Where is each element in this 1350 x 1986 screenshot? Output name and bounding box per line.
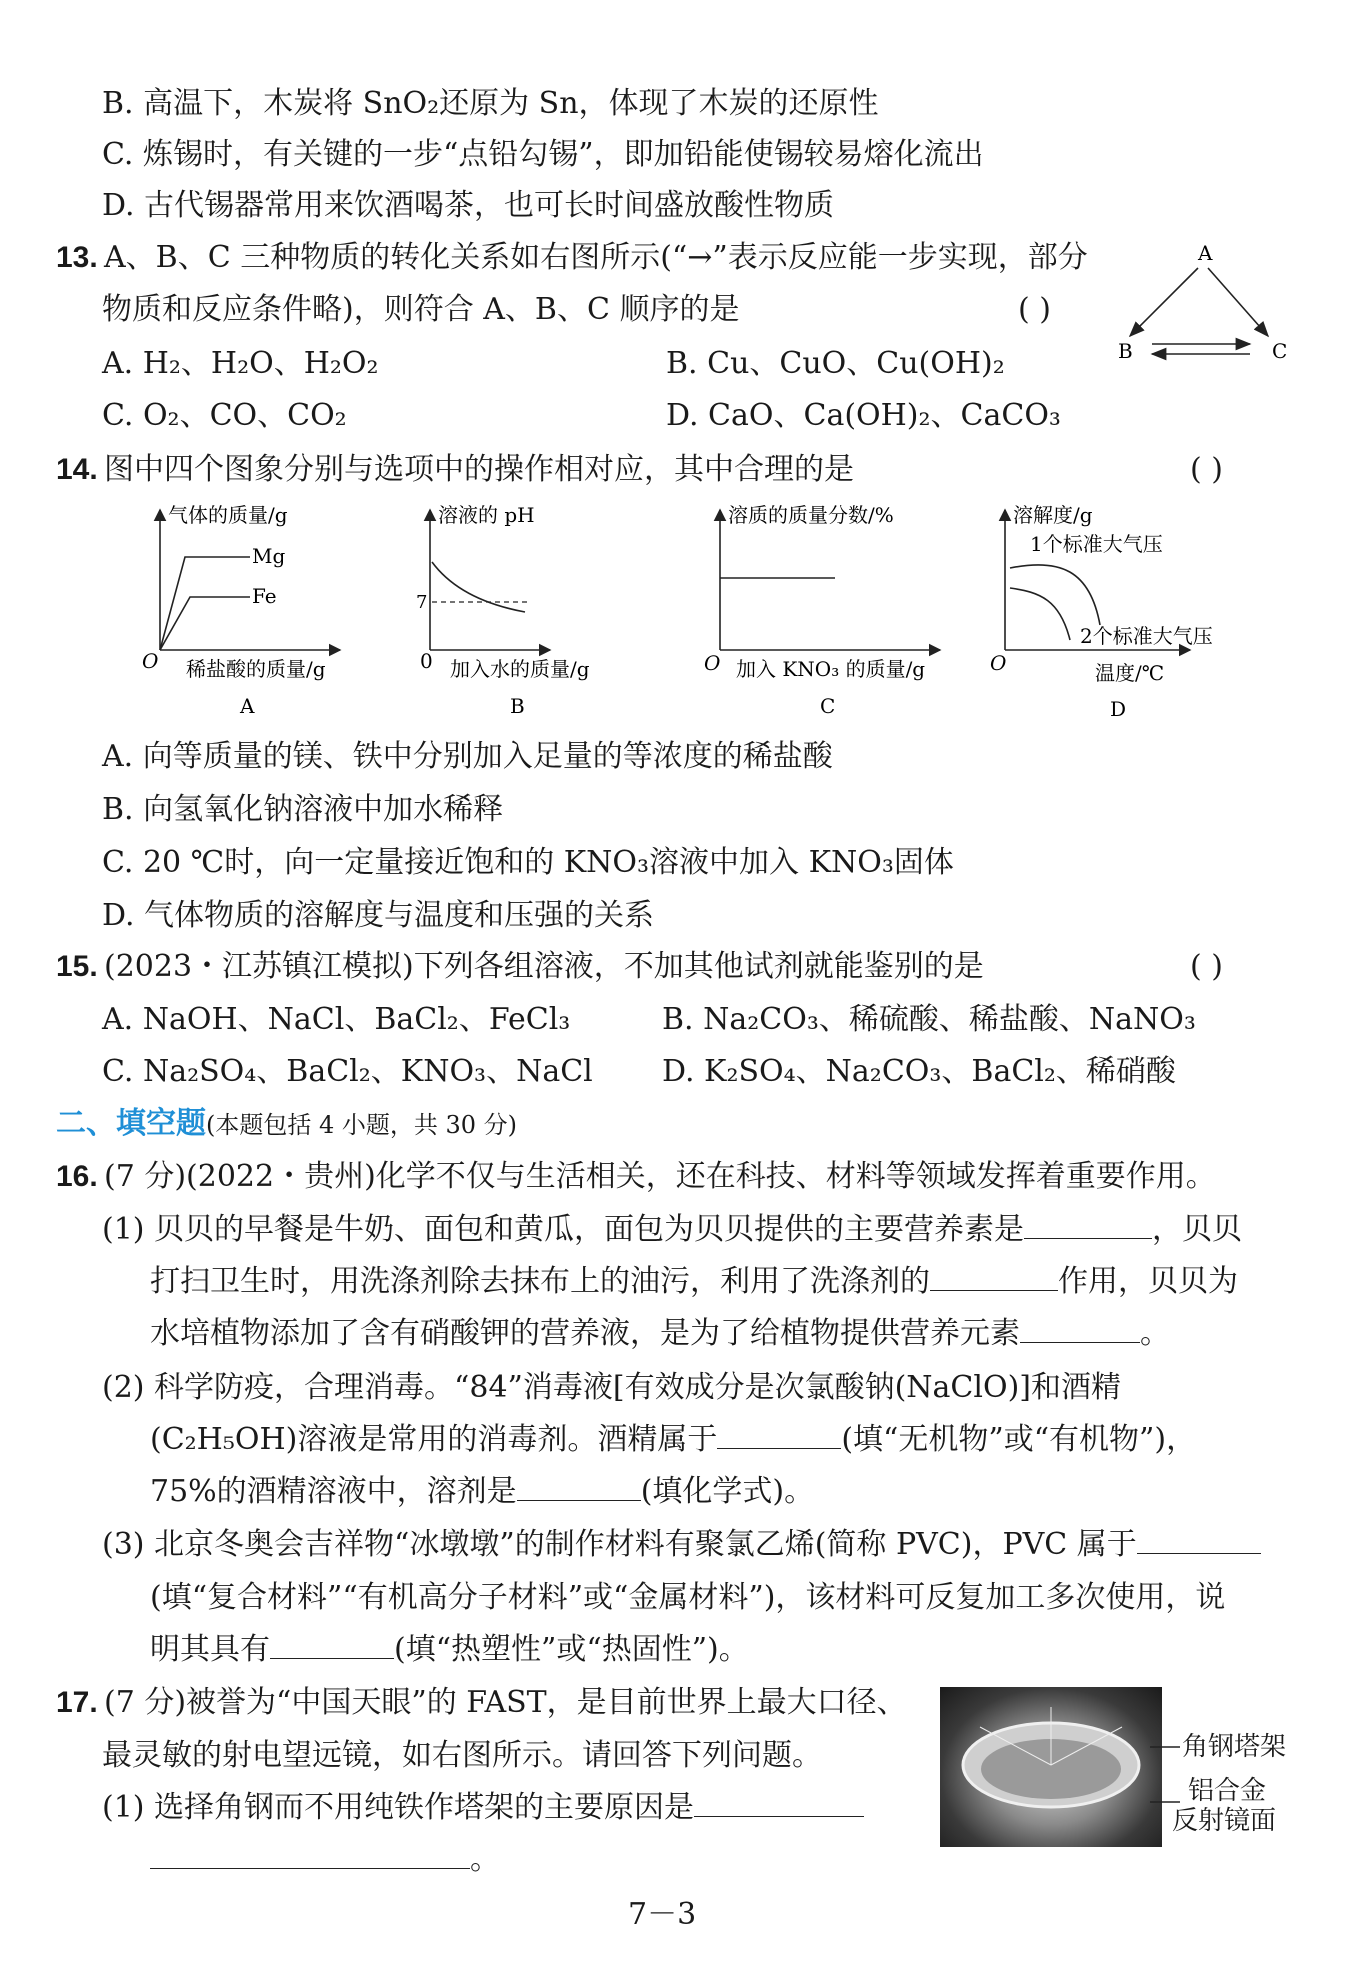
- node-a-label: A: [1198, 241, 1213, 265]
- graph-a-fe-line: [160, 597, 250, 650]
- photo-label-pointers: [1150, 1720, 1180, 1820]
- graph-a: [142, 503, 340, 718]
- q16-part1-line1: [102, 1210, 1242, 1250]
- q12-option-b: B. 高温下，木炭将 SnO₂还原为 Sn，体现了木炭的还原性: [102, 86, 879, 121]
- q14-number: 14.: [56, 453, 98, 486]
- graph-b-letter: B: [510, 694, 525, 718]
- q17-part1-end: 。: [470, 1842, 500, 1877]
- graph-a-ylabel: 气体的质量/g: [168, 503, 288, 527]
- q16-blank-alcohol-type[interactable]: [717, 1420, 841, 1449]
- q16-blank-solvent[interactable]: [517, 1472, 641, 1501]
- q13-number: 13.: [56, 241, 98, 274]
- q14-option-c: C. 20 ℃时，向一定量接近饱和的 KNO₃溶液中加入 KNO₃固体: [102, 845, 954, 880]
- q13-option-b: B. Cu、CuO、Cu(OH)₂: [666, 346, 1005, 381]
- q16-part3-line1-text: (3) 北京冬奥会吉祥物“冰墩墩”的制作材料有聚氯乙烯(简称 PVC)，PVC 属于: [102, 1527, 1137, 1562]
- q16-part1-text-b: ，贝贝: [1152, 1212, 1243, 1247]
- q16-part3-line3: [150, 1630, 749, 1670]
- telescope-dish-drawing: [940, 1687, 1162, 1847]
- graph-a-xlabel: 稀盐酸的质量/g: [186, 657, 326, 681]
- graph-c: [704, 503, 940, 718]
- q16-part3-line3-text-a: 明其具有: [150, 1632, 270, 1667]
- q17-number: 17.: [56, 1686, 98, 1719]
- graph-a-mg-line: [160, 557, 250, 650]
- q16-number: 16.: [56, 1160, 98, 1193]
- graph-d-curve1-label: 1个标准大气压: [1030, 532, 1163, 556]
- q15-number: 15.: [56, 950, 98, 983]
- graph-b-tick-7: 7: [416, 592, 428, 613]
- graph-d-xlabel: 温度/℃: [1095, 661, 1165, 685]
- graph-a-fe-label: Fe: [252, 584, 277, 608]
- section-heading: [56, 1104, 517, 1145]
- q13-option-d: D. CaO、Ca(OH)₂、CaCO₃: [666, 398, 1061, 433]
- q16-blank-nutrient[interactable]: [1024, 1210, 1152, 1239]
- label-aluminum-alloy: 铝合金: [1188, 1776, 1267, 1806]
- graph-d-curve2-label: 2个标准大气压: [1080, 624, 1213, 648]
- q16-part2-line2-text-a: (C₂H₅OH)溶液是常用的消毒剂。酒精属于: [150, 1422, 718, 1457]
- arrow-a-to-b: [1130, 268, 1198, 336]
- fast-telescope-photo: [940, 1687, 1162, 1847]
- q14-option-b: B. 向氢氧化钠溶液中加水稀释: [102, 792, 504, 827]
- section-title: 二、填空题: [56, 1107, 206, 1140]
- graph-b-ph-curve: [432, 562, 525, 612]
- q16-blank-detergent-effect[interactable]: [930, 1262, 1058, 1291]
- arrow-a-to-c: [1208, 268, 1268, 336]
- graph-c-letter: C: [820, 694, 836, 718]
- graph-d-ylabel: 溶解度/g: [1013, 503, 1093, 527]
- q17-part1-line2: [150, 1840, 500, 1880]
- graph-d-curve-2atm: [1010, 588, 1070, 640]
- q16-part2-line3-text-a: 75%的酒精溶液中，溶剂是: [150, 1474, 517, 1509]
- graph-b-origin: 0: [420, 649, 433, 673]
- q16-part2-line3: [150, 1472, 814, 1512]
- q16-part3-line1: [102, 1525, 1261, 1565]
- q15-option-c: C. Na₂SO₄、BaCl₂、KNO₃、NaCl: [102, 1054, 593, 1089]
- node-b-label: B: [1118, 339, 1133, 363]
- q13-answer-paren: ( ): [1018, 292, 1051, 327]
- q16-part2-line2-text-b: (填“无机物”或“有机物”)，: [841, 1422, 1197, 1457]
- q16-part1-line3: [150, 1314, 1170, 1354]
- q15-option-a: A. NaOH、NaCl、BaCl₂、FeCl₃: [102, 1002, 571, 1037]
- graph-b-ylabel: 溶液的 pH: [438, 503, 535, 527]
- q13-triangle-diagram: [1100, 236, 1310, 376]
- graph-d: [990, 503, 1213, 721]
- q14-option-a: A. 向等质量的镁、铁中分别加入足量的等浓度的稀盐酸: [102, 739, 833, 774]
- q15-option-d: D. K₂SO₄、Na₂CO₃、BaCl₂、稀硝酸: [662, 1054, 1176, 1089]
- q17-part1-text: (1) 选择角钢而不用纯铁作塔架的主要原因是: [102, 1790, 695, 1825]
- graph-c-ylabel: 溶质的质量分数/%: [728, 503, 894, 527]
- q16-part1-line3-text-b: 。: [1140, 1316, 1170, 1351]
- q16-part2-line3-text-b: (填化学式)。: [640, 1474, 815, 1509]
- section-note: (本题包括 4 小题，共 30 分): [206, 1111, 518, 1139]
- page-number: 7－3: [628, 1897, 697, 1932]
- q14-graphs: [120, 500, 1280, 730]
- q17-stem-line1: (7 分)被誉为“中国天眼”的 FAST，是目前世界上最大口径、: [104, 1685, 907, 1720]
- graph-d-letter: D: [1110, 697, 1127, 721]
- q14-option-d: D. 气体物质的溶解度与温度和压强的关系: [102, 898, 655, 933]
- q12-option-c: C. 炼锡时，有关键的一步“点铅勾锡”，即加铅能使锡较易熔化流出: [102, 137, 984, 172]
- graph-d-origin: O: [990, 651, 1007, 675]
- q13-stem-line2: 物质和反应条件略)，则符合 A、B、C 顺序的是: [102, 292, 740, 327]
- graph-d-curve-1atm: [1010, 565, 1100, 625]
- graph-c-origin: O: [704, 651, 721, 675]
- graph-b: [416, 503, 590, 718]
- q13-option-c: C. O₂、CO、CO₂: [102, 398, 347, 433]
- q17-blank-reason-2[interactable]: [150, 1840, 470, 1869]
- q16-part1-line2-text-a: 打扫卫生时，用洗涤剂除去抹布上的油污，利用了洗涤剂的: [150, 1264, 930, 1299]
- node-c-label: C: [1272, 339, 1288, 363]
- q16-part2-line1: (2) 科学防疫，合理消毒。“84”消毒液[有效成分是次氯酸钠(NaClO)]和酒精: [102, 1370, 1121, 1405]
- q14-stem: 图中四个图象分别与选项中的操作相对应，其中合理的是: [104, 452, 854, 487]
- q16-part2-line2: [150, 1420, 1196, 1460]
- q16-blank-nutrient-element[interactable]: [1020, 1314, 1140, 1343]
- q14-answer-paren: ( ): [1190, 452, 1223, 487]
- q17-stem-line2: 最灵敏的射电望远镜，如右图所示。请回答下列问题。: [102, 1738, 822, 1773]
- q16-blank-plasticity[interactable]: [270, 1630, 394, 1659]
- q12-option-d: D. 古代锡器常用来饮酒喝茶，也可长时间盛放酸性物质: [102, 188, 835, 223]
- q15-option-b: B. Na₂CO₃、稀硫酸、稀盐酸、NaNO₃: [662, 1002, 1196, 1037]
- label-reflector-surface: 反射镜面: [1172, 1806, 1277, 1836]
- graph-a-letter: A: [240, 694, 255, 718]
- q16-blank-pvc-type[interactable]: [1137, 1525, 1261, 1554]
- q16-part3-line2: (填“复合材料”“有机高分子材料”或“金属材料”)，该材料可反复加工多次使用，说: [150, 1580, 1226, 1615]
- q16-part1-line2-text-b: 作用，贝贝为: [1058, 1264, 1238, 1299]
- graph-b-xlabel: 加入水的质量/g: [450, 657, 590, 681]
- q16-part1-line2: [150, 1262, 1238, 1302]
- q15-stem: (2023・江苏镇江模拟)下列各组溶液，不加其他试剂就能鉴别的是: [104, 949, 984, 984]
- graph-a-origin: O: [142, 649, 159, 673]
- q16-stem: (7 分)(2022・贵州)化学不仅与生活相关，还在科技、材料等领域发挥着重要作用。: [104, 1159, 1216, 1194]
- q16-part3-line3-text-b: (填“热塑性”或“热固性”)。: [394, 1632, 749, 1667]
- graph-c-xlabel: 加入 KNO₃ 的质量/g: [736, 657, 926, 681]
- q13-option-a: A. H₂、H₂O、H₂O₂: [102, 346, 379, 381]
- q17-part1-line1: [102, 1788, 864, 1828]
- label-angle-steel-tower: 角钢塔架: [1182, 1732, 1287, 1762]
- q17-blank-reason-1[interactable]: [694, 1788, 864, 1817]
- q13-stem-line1: A、B、C 三种物质的转化关系如右图所示(“→”表示反应能一步实现，部分: [104, 240, 1088, 275]
- q16-part1-line3-text-a: 水培植物添加了含有硝酸钾的营养液，是为了给植物提供营养元素: [150, 1316, 1020, 1351]
- q16-part1-text-a: (1) 贝贝的早餐是牛奶、面包和黄瓜，面包为贝贝提供的主要营养素是: [102, 1212, 1025, 1247]
- q15-answer-paren: ( ): [1190, 949, 1223, 984]
- graph-a-mg-label: Mg: [252, 544, 286, 568]
